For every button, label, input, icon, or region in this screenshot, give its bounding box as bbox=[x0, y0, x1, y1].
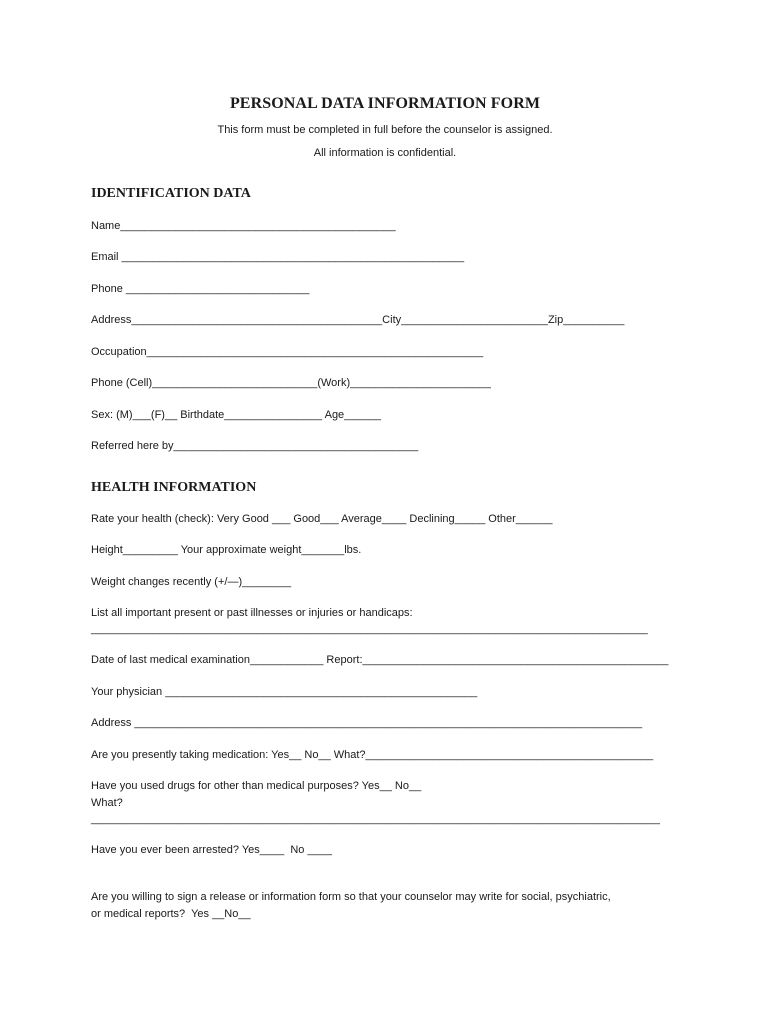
sex-birthdate-age-field: Sex: (M)___(F)__ Birthdate________________ Age______ bbox=[91, 409, 381, 421]
drugs-answer-line: _____________________________________________________________________________________________ bbox=[91, 813, 660, 825]
occupation-field: Occupation_______________________________________________________ bbox=[91, 346, 484, 358]
illnesses-question: List all important present or past illnesses or injuries or handicaps: bbox=[91, 607, 413, 619]
referred-by-field: Referred here by________________________________________ bbox=[91, 440, 419, 452]
drugs-question: Have you used drugs for other than medical purposes? Yes__ No__ bbox=[91, 780, 422, 792]
physician-address-field: Address ___________________________________________________________________________________ bbox=[91, 717, 643, 729]
health-heading: HEALTH INFORMATION bbox=[91, 480, 257, 495]
identification-heading: IDENTIFICATION DATA bbox=[91, 186, 251, 201]
form-subtitle-confidential: All information is confidential. bbox=[313, 147, 457, 159]
release-question-line2: or medical reports? Yes __No__ bbox=[91, 908, 251, 920]
phone-field: Phone ______________________________ bbox=[91, 283, 310, 295]
physician-field: Your physician ___________________________________________________ bbox=[91, 686, 478, 698]
medication-field: Are you presently taking medication: Yes__ No__ What?_______________________________________________ bbox=[91, 749, 654, 761]
release-question-line1: Are you willing to sign a release or information form so that your counselor may write for social, psychiatric, bbox=[91, 891, 611, 903]
form-title: PERSONAL DATA INFORMATION FORM bbox=[229, 95, 541, 112]
rate-health-field: Rate your health (check): Very Good ___ Good___ Average____ Declining_____ Other______ bbox=[91, 513, 553, 525]
name-field: Name_____________________________________________ bbox=[91, 220, 396, 232]
address-city-zip-field: Address_________________________________________City________________________Zip__________ bbox=[91, 314, 625, 326]
form-subtitle-completion: This form must be completed in full before the counselor is assigned. bbox=[217, 124, 553, 136]
weight-changes-field: Weight changes recently (+/—)________ bbox=[91, 576, 292, 588]
arrested-field: Have you ever been arrested? Yes____ No ____ bbox=[91, 844, 332, 856]
illnesses-answer-line: ___________________________________________________________________________________________ bbox=[91, 623, 648, 635]
phone-cell-work-field: Phone (Cell)___________________________(Work)_______________________ bbox=[91, 377, 491, 389]
drugs-what-label: What? bbox=[91, 797, 123, 809]
last-exam-report-field: Date of last medical examination____________ Report:__________________________________________________ bbox=[91, 654, 669, 666]
height-weight-field: Height_________ Your approximate weight_______lbs. bbox=[91, 544, 362, 556]
email-field: Email ________________________________________________________ bbox=[91, 251, 465, 263]
